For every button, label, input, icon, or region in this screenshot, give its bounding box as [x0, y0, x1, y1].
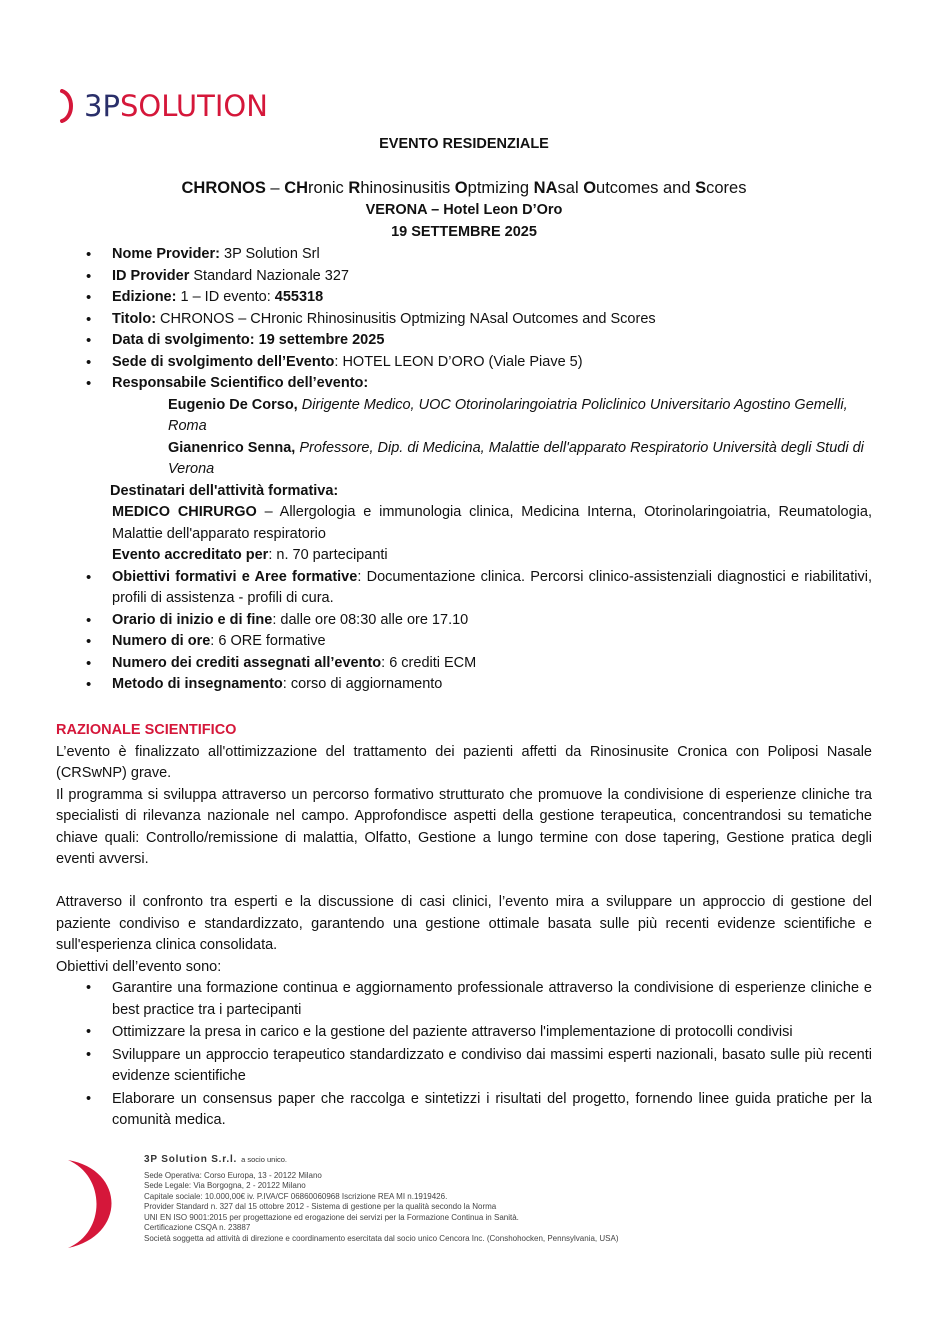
obiettivi-label: Obiettivi formativi e Aree formative	[112, 568, 358, 585]
responsabile-1-name: Eugenio De Corso,	[168, 396, 298, 413]
edizione-label: Edizione:	[112, 289, 177, 305]
destinatari-value	[56, 502, 872, 545]
responsabile-1	[56, 395, 872, 438]
footer-line: Certificazione CSQA n. 23887	[144, 1223, 251, 1232]
title-fragment: –	[265, 179, 285, 197]
title-fragment: hinosinusitis	[360, 179, 455, 197]
list-item-obiettivi	[56, 567, 872, 610]
footer-line: Capitale sociale: 10.000,00€ iv. P.IVA/CF 06860060968 Iscrizione REA MI n.1919426.	[144, 1191, 448, 1201]
title-fragment: R	[348, 179, 361, 197]
razionale-paragraph-1: L’evento è finalizzato all'ottimizzazione del trattamento dei pazienti affetti da Rinosinusite Cronica con Poliposi Nasale (CRSwNP) grave.	[56, 743, 872, 781]
list-item-ore	[56, 631, 872, 653]
list-item-data	[56, 330, 872, 352]
event-location-heading: VERONA – Hotel Leon D’Oro	[365, 202, 563, 218]
edizione-value: 1 – ID evento:	[176, 289, 275, 305]
list-item: • Elaborare un consensus paper che raccolga e sintetizzi i risultati del progetto, fornendo linee guida pratiche per la comunità medica.	[56, 1089, 872, 1132]
footer-arc-icon	[66, 1156, 122, 1250]
event-type-heading: EVENTO RESIDENZIALE	[379, 136, 549, 152]
orario-value: : dalle ore 08:30 alle ore 17.10	[272, 611, 469, 628]
responsabile-label: Responsabile Scientifico dell’evento:	[112, 375, 369, 391]
event-info-list	[56, 244, 872, 395]
obiettivi-value: : Documentazione clinica. Percorsi clinico-assistenziali diagnostici e riabilitativi, profili di assistenza - profili di cura.	[112, 568, 872, 606]
logo-wordmark	[84, 89, 268, 123]
list-item: • Garantire una formazione continua e aggiornamento professionale attraverso la condivisione di esperienze cliniche e best practice tra i partecipanti	[56, 978, 872, 1021]
responsabile-2-name: Gianenrico Senna,	[168, 439, 296, 456]
title-fragment: cores	[706, 179, 747, 197]
medico-label: MEDICO CHIRURGO	[112, 504, 257, 520]
footer-line: Sede Legale: Via Borgogna, 2 - 20122 Milano	[144, 1181, 306, 1190]
company-name: 3P Solution S.r.l.	[144, 1154, 238, 1165]
list-item-id-provider	[56, 266, 872, 288]
event-title-heading	[56, 179, 872, 198]
footer-company-name	[144, 1155, 619, 1166]
metodo-label: Metodo di insegnamento	[112, 676, 283, 692]
metodo-value: : corso di aggiornamento	[282, 676, 443, 692]
footer-line: Provider Standard n. 327 dal 15 ottobre 2012 - Sistema di gestione per la qualità secondo la Norma	[144, 1202, 497, 1211]
page-footer	[66, 1152, 766, 1252]
list-item-orario	[56, 610, 872, 632]
accreditato-value: : n. 70 partecipanti	[268, 547, 388, 563]
logo-arc-icon	[58, 89, 82, 123]
logo-3p: 3P	[84, 89, 120, 123]
company-note: a socio unico.	[241, 1155, 287, 1164]
list-item-crediti	[56, 653, 872, 675]
title-fragment: CHRONOS	[181, 179, 266, 197]
razionale-paragraph-4: Obiettivi dell’evento sono:	[56, 958, 222, 975]
footer-company-info	[144, 1155, 619, 1244]
destinatari-label: Destinatari dell'attività formativa:	[110, 482, 339, 499]
evento-id: 455318	[274, 289, 324, 305]
crediti-label: Numero dei crediti assegnati all’evento	[112, 654, 382, 671]
title-fragment: CH	[284, 179, 309, 197]
title-fragment: O	[454, 179, 468, 197]
razionale-paragraph-3: Attraverso il confronto tra esperti e la discussione di casi clinici, l’evento mira a sviluppare un approccio di gestione del paziente condiviso e standardizzato, garantendo una gestione ottimale basata sulle più recenti evidenze scientifiche e sull'esperienza clinica consolidata.	[56, 894, 872, 953]
list-item: • Sviluppare un approccio terapeutico standardizzato e condiviso dai massimi esperti nazionali, basato sulle più recenti evidenze scientifiche	[56, 1045, 872, 1088]
razionale-section	[56, 720, 872, 1133]
list-item-responsabile	[56, 373, 872, 395]
responsabile-2-role: Professore, Dip. di Medicina, Malattie dell'apparato Respiratorio Università degli Studi di Verona	[168, 439, 864, 477]
list-item-provider	[56, 244, 872, 266]
title-fragment: O	[583, 179, 597, 197]
list-item-titolo	[56, 309, 872, 331]
ore-label: Numero di ore	[112, 633, 211, 649]
title-fragment: S	[695, 179, 707, 197]
objectives-list	[56, 978, 872, 1132]
list-item-sede	[56, 352, 872, 374]
id-provider-value: Standard Nazionale 327	[189, 267, 349, 284]
title-fragment: NA	[533, 179, 558, 197]
title-fragment: sal	[557, 179, 584, 197]
accreditato-label: Evento accreditato per	[112, 547, 269, 563]
logo-solution: SOLUTION	[119, 89, 268, 123]
title-fragment: ptmizing	[467, 179, 534, 197]
footer-line: UNI EN ISO 9001:2015 per progettazione ed erogazione dei servizi per la Formazione Continua in Sanità.	[144, 1212, 519, 1222]
list-item-edizione	[56, 287, 872, 309]
ore-value: : 6 ORE formative	[210, 633, 326, 649]
razionale-paragraph-2: Il programma si sviluppa attraverso un percorso formativo strutturato che promuove la condivisione di esperienze cliniche tra specialisti di rilevanza nazionale nel campo. Approfondisce aspetti della gestione terapeutica, concentrandosi su tematiche chiave quali: Controllo/remissione di malattia, Olfatto, Gestione a lungo termine con dose tapering, Gestione pratica degli eventi avversi.	[56, 786, 872, 867]
crediti-value: : 6 crediti ECM	[381, 654, 477, 671]
sede-value: : HOTEL LEON D’ORO (Viale Piave 5)	[334, 353, 583, 370]
footer-line: Società soggetta ad attività di direzione e coordinamento esercitata dal socio unico Cencora Inc. (Conshohocken, Pennsylvania, USA)	[144, 1233, 619, 1243]
data-svolgimento: Data di svolgimento: 19 settembre 2025	[112, 332, 385, 348]
responsabile-2	[56, 438, 872, 481]
list-item: • Ottimizzare la presa in carico e la gestione del paziente attraverso l'implementazione di protocolli condivisi	[56, 1022, 872, 1044]
provider-value: 3P Solution Srl	[219, 246, 320, 262]
event-info-section	[56, 244, 872, 696]
orario-label: Orario di inizio e di fine	[112, 611, 273, 628]
provider-label: Nome Provider:	[112, 246, 220, 262]
title-fragment: ronic	[308, 179, 349, 197]
titolo-label: Titolo:	[112, 310, 157, 327]
titolo-value: CHRONOS – CHronic Rhinosinusitis Optmizing NAsal Outcomes and Scores	[156, 310, 656, 327]
event-info-list-2	[56, 567, 872, 696]
list-item-metodo	[56, 674, 872, 696]
title-fragment: utcomes and	[596, 179, 696, 197]
event-date-heading: 19 SETTEMBRE 2025	[391, 224, 537, 240]
razionale-title: RAZIONALE SCIENTIFICO	[56, 722, 237, 738]
id-provider-label: ID Provider	[112, 267, 190, 284]
medico-value: – Allergologia e immunologia clinica, Medicina Interna, Otorinolaringoiatria, Reumatologia, Malattie dell'apparato respiratorio	[112, 504, 872, 542]
accreditato	[56, 545, 872, 567]
sede-label: Sede di svolgimento dell’Evento	[112, 353, 335, 370]
footer-line: Sede Operativa: Corso Europa, 13 - 20122 Milano	[144, 1170, 322, 1180]
responsabile-1-role: Dirigente Medico, UOC Otorinolaringoiatria Policlinico Universitario Agostino Gemelli, Roma	[168, 396, 848, 434]
company-logo	[58, 88, 268, 124]
